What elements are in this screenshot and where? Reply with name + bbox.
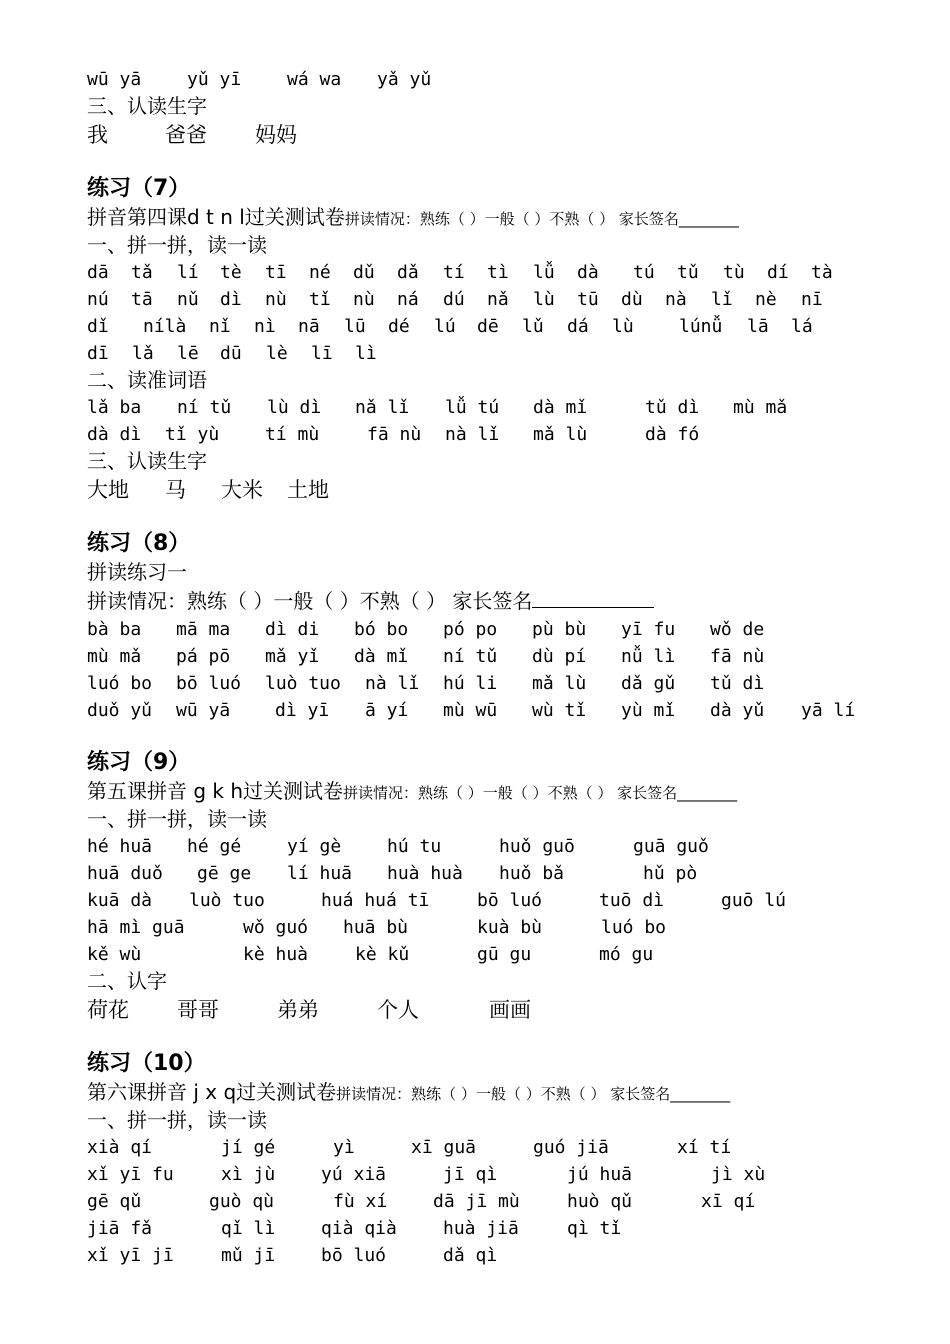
pinyin-word: wǒ guó xyxy=(243,917,309,938)
pinyin-word: kuà bù xyxy=(477,917,543,938)
pinyin-word: dù pí xyxy=(532,646,587,667)
pinyin-row xyxy=(87,887,907,914)
pinyin-word: yí gè xyxy=(287,836,342,857)
pinyin-row xyxy=(87,1134,907,1161)
pinyin-word: lǚ tú xyxy=(445,397,500,418)
pinyin-row xyxy=(87,616,907,643)
pinyin-word: wù tǐ xyxy=(532,700,587,721)
pinyin-syllable: nì xyxy=(254,316,276,337)
pinyin-word: tí mù xyxy=(265,424,320,445)
pinyin-syllable: lè xyxy=(266,343,288,364)
pinyin-word: mó gu xyxy=(599,944,654,965)
pinyin-word: xǐ yī jī xyxy=(87,1245,174,1266)
pinyin-syllable: dǔ xyxy=(353,262,375,283)
pinyin-syllable: tì xyxy=(487,262,509,283)
pinyin-word: wǒ de xyxy=(710,619,765,640)
pinyin-word: bō luó xyxy=(477,890,543,911)
char-word: 荷花 xyxy=(87,998,129,1022)
pinyin-word: bō luó xyxy=(321,1245,387,1266)
pinyin-word: luò tuo xyxy=(189,890,265,911)
exercise-title: 练习（7） xyxy=(87,176,191,201)
pinyin-word: huā bù xyxy=(343,917,409,938)
pinyin-word: dì di xyxy=(265,619,320,640)
pinyin-syllable: lá xyxy=(791,316,813,337)
pinyin-word: hé huā xyxy=(87,836,153,857)
pinyin-word: lí huā xyxy=(287,863,353,884)
pinyin-word: hǔ pò xyxy=(643,863,698,884)
subtitle-main: 拼音第四课d t n l过关测试卷 xyxy=(87,205,345,229)
pinyin-word: kuā dà xyxy=(87,890,153,911)
subtitle-main: 第五课拼音 g k h过关测试卷 xyxy=(87,779,344,803)
char-word: 大地 xyxy=(87,478,129,502)
pinyin-word: mā ma xyxy=(176,619,231,640)
pinyin-word: ní tǔ xyxy=(177,397,232,418)
pinyin-word: tuō dì xyxy=(599,890,665,911)
pinyin-word: jiā fǎ xyxy=(87,1218,153,1239)
pinyin-word: mǔ jī xyxy=(221,1245,276,1266)
exercise-subtitle xyxy=(87,204,907,232)
pinyin-row xyxy=(87,670,907,697)
pinyin-syllable: dǎ xyxy=(397,262,419,283)
pinyin-word: bó bo xyxy=(354,619,409,640)
exercise-title: 练习（9） xyxy=(87,750,191,775)
pinyin-row xyxy=(87,914,907,941)
pinyin-syllable: dá xyxy=(567,316,589,337)
subtitle-main: 第六课拼音 j x q过关测试卷 xyxy=(87,1080,337,1104)
section-heading: 一、拼一拼，读一读 xyxy=(87,233,267,257)
pinyin-word: nà lǐ xyxy=(365,673,420,694)
pinyin-word: kè huà xyxy=(243,944,309,965)
pinyin-word: qì tǐ xyxy=(567,1218,622,1239)
pinyin-word: luò tuo xyxy=(265,673,341,694)
pinyin-syllable: lí xyxy=(177,262,199,283)
pinyin-syllable: tǎ xyxy=(131,262,153,283)
subtitle-status: 拼读情况：熟练（ ）一般（ ）不熟（ ） 家长签名________ xyxy=(344,210,739,228)
pinyin-word: bō luó xyxy=(176,673,242,694)
exercise-subtitle xyxy=(87,778,907,806)
pinyin-word: jì xù xyxy=(711,1164,766,1185)
pinyin-syllable: tí xyxy=(443,262,465,283)
pinyin-word: kě wù xyxy=(87,944,142,965)
pinyin-word: xí tí xyxy=(677,1137,732,1158)
pinyin-word: dà yǔ xyxy=(710,700,765,721)
pinyin-syllable: dì xyxy=(220,289,242,310)
pinyin-row xyxy=(87,860,907,887)
pinyin-syllable: dà xyxy=(577,262,599,283)
pinyin-row xyxy=(87,941,907,968)
pinyin-word: nà lǐ xyxy=(445,424,500,445)
pinyin-word: xǐ yī fu xyxy=(87,1164,174,1185)
pinyin-word: yā lí xyxy=(801,700,856,721)
chars-row xyxy=(87,475,907,505)
signature-blank[interactable] xyxy=(532,589,654,608)
pinyin-word: qǐ lì xyxy=(221,1218,276,1239)
pinyin-word: xià qí xyxy=(87,1137,153,1158)
pinyin-word: yǎ yǔ xyxy=(377,69,432,90)
pinyin-syllable: lì xyxy=(355,343,377,364)
pinyin-syllable: tū xyxy=(577,289,599,310)
subtitle-status: 拼读情况：熟练（ ）一般（ ）不熟（ ） 家长签名________ xyxy=(336,1085,731,1103)
pinyin-word: wū yā xyxy=(176,700,231,721)
pinyin-syllable: tā xyxy=(131,289,153,310)
pinyin-syllable: tà xyxy=(811,262,833,283)
pinyin-word: ā yí xyxy=(365,700,409,721)
pinyin-syllable: dī xyxy=(87,343,109,364)
pinyin-word: yǔ yī xyxy=(187,69,242,90)
pinyin-word: dà mǐ xyxy=(354,646,409,667)
section-heading: 三、认读生字 xyxy=(87,449,207,473)
pinyin-word: tǔ dì xyxy=(645,397,700,418)
chars-row xyxy=(87,120,907,150)
char-word: 妈妈 xyxy=(255,123,297,147)
pinyin-word: guó jiā xyxy=(533,1137,609,1158)
pinyin-word: xī qí xyxy=(701,1191,756,1212)
pinyin-word: xì jù xyxy=(221,1164,276,1185)
section-heading: 三、认读生字 xyxy=(87,94,207,118)
pinyin-row xyxy=(87,421,907,448)
pinyin-word: xī guā xyxy=(411,1137,477,1158)
pinyin-row xyxy=(87,1242,907,1269)
pinyin-syllable: nǎ xyxy=(487,289,509,310)
pinyin-word: fā nù xyxy=(367,424,422,445)
pinyin-word: mǎ lù xyxy=(533,424,588,445)
pinyin-syllable: nà xyxy=(665,289,687,310)
pinyin-row xyxy=(87,1215,907,1242)
pinyin-syllable: nílà xyxy=(143,316,187,337)
pinyin-word: hú li xyxy=(443,673,498,694)
pinyin-word: fù xí xyxy=(333,1191,388,1212)
section-heading: 一、拼一拼，读一读 xyxy=(87,1108,267,1132)
pinyin-word: dà fó xyxy=(645,424,700,445)
pinyin-syllable: dí xyxy=(767,262,789,283)
pinyin-syllable: lē xyxy=(177,343,199,364)
pinyin-word: guō lú xyxy=(721,890,787,911)
reading-status xyxy=(87,587,907,616)
pinyin-syllable: tè xyxy=(220,262,242,283)
subtitle-status: 拼读情况：熟练（ ）一般（ ）不熟（ ） 家长签名________ xyxy=(343,784,738,802)
pinyin-word: mǎ yǐ xyxy=(265,646,320,667)
pinyin-syllable: lā xyxy=(747,316,769,337)
pinyin-syllable: dē xyxy=(477,316,499,337)
pinyin-syllable: dú xyxy=(443,289,465,310)
exercise-subtitle: 拼读练习一 xyxy=(87,560,187,584)
pinyin-syllable: tú xyxy=(633,262,655,283)
worksheet-page xyxy=(87,66,907,1269)
pinyin-syllable: tù xyxy=(723,262,745,283)
pinyin-word: tǐ yù xyxy=(165,424,220,445)
pinyin-word: huā duǒ xyxy=(87,863,163,884)
section-heading: 二、读准词语 xyxy=(87,368,207,392)
pinyin-word: huǒ guō xyxy=(499,836,575,857)
section-heading: 二、认字 xyxy=(87,969,167,993)
char-word: 大米 xyxy=(221,478,263,502)
pinyin-word: huǒ bǎ xyxy=(499,863,565,884)
pinyin-row xyxy=(87,66,907,93)
char-word: 土地 xyxy=(287,478,329,502)
pinyin-word: wū yā xyxy=(87,69,142,90)
chars-row xyxy=(87,995,907,1025)
pinyin-syllable: lù xyxy=(612,316,634,337)
pinyin-syllable: né xyxy=(309,262,331,283)
pinyin-word: pó po xyxy=(443,619,498,640)
pinyin-syllable: nā xyxy=(298,316,320,337)
pinyin-word: dā jī mù xyxy=(433,1191,520,1212)
pinyin-word: gē ge xyxy=(197,863,252,884)
pinyin-row xyxy=(87,259,907,286)
char-word: 画画 xyxy=(489,998,531,1022)
pinyin-row xyxy=(87,697,907,724)
pinyin-syllable: lúnǚ xyxy=(679,316,723,337)
pinyin-syllable: nǔ xyxy=(177,289,199,310)
pinyin-syllable: dǐ xyxy=(87,316,109,337)
pinyin-syllable: tǔ xyxy=(677,262,699,283)
pinyin-word: yú xiā xyxy=(321,1164,387,1185)
pinyin-word: tǔ dì xyxy=(710,673,765,694)
pinyin-word: hé gé xyxy=(187,836,242,857)
pinyin-word: mù mǎ xyxy=(733,397,788,418)
exercise-title: 练习（10） xyxy=(87,1051,206,1076)
pinyin-syllable: lù xyxy=(533,289,555,310)
pinyin-syllable: lǔ xyxy=(522,316,544,337)
pinyin-word: lù dì xyxy=(267,397,322,418)
pinyin-syllable: tī xyxy=(265,262,287,283)
pinyin-word: huà jiā xyxy=(443,1218,519,1239)
pinyin-syllable: tǐ xyxy=(309,289,331,310)
pinyin-syllable: dé xyxy=(388,316,410,337)
pinyin-word: yī fu xyxy=(621,619,676,640)
pinyin-word: wá wa xyxy=(287,69,342,90)
pinyin-syllable: nǐ xyxy=(209,316,231,337)
pinyin-word: dà mǐ xyxy=(533,397,588,418)
pinyin-word: luó bo xyxy=(87,673,153,694)
pinyin-word: jú huā xyxy=(567,1164,633,1185)
pinyin-syllable: ná xyxy=(397,289,419,310)
pinyin-word: jī qì xyxy=(443,1164,498,1185)
pinyin-word: mù mǎ xyxy=(87,646,142,667)
exercise-subtitle xyxy=(87,1079,907,1107)
pinyin-syllable: lú xyxy=(434,316,456,337)
pinyin-syllable: dā xyxy=(87,262,109,283)
pinyin-row xyxy=(87,286,907,313)
pinyin-word: dǎ gǔ xyxy=(621,673,676,694)
pinyin-syllable: dù xyxy=(621,289,643,310)
pinyin-word: pá pō xyxy=(176,646,231,667)
pinyin-word: mù wū xyxy=(443,700,498,721)
char-word: 马 xyxy=(165,478,186,502)
pinyin-word: fā nù xyxy=(710,646,765,667)
pinyin-word: gē qǔ xyxy=(87,1191,142,1212)
pinyin-row xyxy=(87,643,907,670)
pinyin-syllable: nú xyxy=(87,289,109,310)
pinyin-syllable: lǚ xyxy=(533,262,555,283)
pinyin-word: qià qià xyxy=(321,1218,397,1239)
pinyin-word: bà ba xyxy=(87,619,142,640)
char-word: 弟弟 xyxy=(277,998,319,1022)
pinyin-word: jí gé xyxy=(221,1137,276,1158)
char-word: 爸爸 xyxy=(165,123,207,147)
pinyin-word: yì xyxy=(333,1137,355,1158)
pinyin-syllable: lū xyxy=(344,316,366,337)
pinyin-word: mǎ lù xyxy=(532,673,587,694)
pinyin-syllable: dū xyxy=(220,343,242,364)
pinyin-word: pù bù xyxy=(532,619,587,640)
pinyin-word: ní tǔ xyxy=(443,646,498,667)
pinyin-word: dà dì xyxy=(87,424,142,445)
pinyin-word: duǒ yǔ xyxy=(87,700,153,721)
pinyin-word: lǎ ba xyxy=(87,397,142,418)
pinyin-syllable: nè xyxy=(755,289,777,310)
pinyin-syllable: lǎ xyxy=(132,343,154,364)
pinyin-row xyxy=(87,340,907,367)
pinyin-word: nǎ lǐ xyxy=(355,397,410,418)
pinyin-syllable: nù xyxy=(265,289,287,310)
pinyin-word: huà huà xyxy=(387,863,463,884)
pinyin-word: luó bo xyxy=(601,917,667,938)
pinyin-word: gū gu xyxy=(477,944,532,965)
pinyin-syllable: lī xyxy=(311,343,333,364)
section-heading: 一、拼一拼，读一读 xyxy=(87,807,267,831)
pinyin-row xyxy=(87,1188,907,1215)
exercise-title: 练习（8） xyxy=(87,531,191,556)
pinyin-word: kè kǔ xyxy=(355,944,410,965)
char-word: 哥哥 xyxy=(177,998,219,1022)
pinyin-word: huò qǔ xyxy=(567,1191,633,1212)
pinyin-word: guā guǒ xyxy=(633,836,709,857)
pinyin-word: guò qù xyxy=(209,1191,275,1212)
pinyin-word: yù mǐ xyxy=(621,700,676,721)
pinyin-word: dì yī xyxy=(275,700,330,721)
status-text: 拼读情况：熟练（ ）一般（ ）不熟（ ） 家长签名 xyxy=(87,589,533,613)
pinyin-row xyxy=(87,833,907,860)
pinyin-row xyxy=(87,1161,907,1188)
pinyin-word: dǎ qì xyxy=(443,1245,498,1266)
char-word: 我 xyxy=(87,123,108,147)
pinyin-syllable: lǐ xyxy=(711,289,733,310)
pinyin-row xyxy=(87,394,907,421)
pinyin-word: nǚ lì xyxy=(621,646,676,667)
char-word: 个人 xyxy=(377,998,419,1022)
pinyin-word: hú tu xyxy=(387,836,442,857)
pinyin-row xyxy=(87,313,907,340)
pinyin-word: huá huá tī xyxy=(321,890,430,911)
pinyin-word: hā mì guā xyxy=(87,917,185,938)
pinyin-syllable: nù xyxy=(353,289,375,310)
pinyin-syllable: nī xyxy=(801,289,823,310)
